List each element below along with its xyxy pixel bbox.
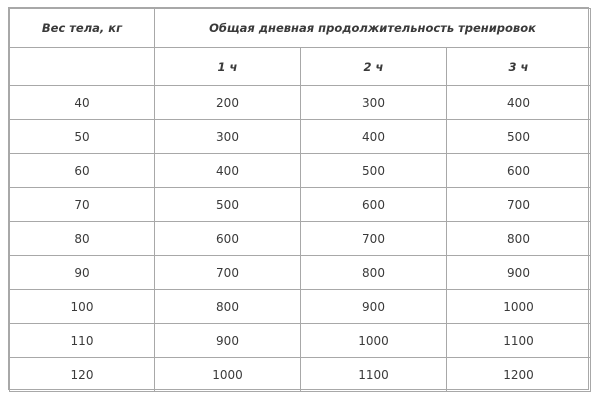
weight-cell: 70 bbox=[10, 188, 155, 222]
value-cell: 1000 bbox=[301, 324, 447, 358]
value-cell: 500 bbox=[447, 120, 591, 154]
value-cell: 1200 bbox=[447, 358, 591, 392]
table-row bbox=[10, 222, 591, 256]
value-cell: 600 bbox=[155, 222, 301, 256]
table-container bbox=[8, 7, 589, 390]
value-cell: 900 bbox=[447, 256, 591, 290]
duration-column-3h: 3 ч bbox=[447, 48, 591, 86]
value-cell: 400 bbox=[447, 86, 591, 120]
value-cell: 800 bbox=[301, 256, 447, 290]
empty-header-cell bbox=[10, 48, 155, 86]
training-table bbox=[9, 8, 591, 392]
value-cell: 800 bbox=[447, 222, 591, 256]
value-cell: 300 bbox=[301, 86, 447, 120]
table-row bbox=[10, 256, 591, 290]
value-cell: 600 bbox=[301, 188, 447, 222]
duration-column-1h: 1 ч bbox=[155, 48, 301, 86]
value-cell: 800 bbox=[155, 290, 301, 324]
value-cell: 600 bbox=[447, 154, 591, 188]
weight-cell: 40 bbox=[10, 86, 155, 120]
value-cell: 700 bbox=[447, 188, 591, 222]
duration-header: Общая дневная продолжительность тренировок bbox=[155, 9, 591, 48]
table-row bbox=[10, 358, 591, 392]
value-cell: 900 bbox=[155, 324, 301, 358]
table-row bbox=[10, 86, 591, 120]
value-cell: 1000 bbox=[447, 290, 591, 324]
value-cell: 900 bbox=[301, 290, 447, 324]
value-cell: 1100 bbox=[447, 324, 591, 358]
value-cell: 500 bbox=[155, 188, 301, 222]
table-row bbox=[10, 120, 591, 154]
weight-cell: 100 bbox=[10, 290, 155, 324]
value-cell: 700 bbox=[301, 222, 447, 256]
table-row bbox=[10, 290, 591, 324]
value-cell: 400 bbox=[301, 120, 447, 154]
weight-cell: 110 bbox=[10, 324, 155, 358]
value-cell: 500 bbox=[301, 154, 447, 188]
duration-column-2h: 2 ч bbox=[301, 48, 447, 86]
value-cell: 300 bbox=[155, 120, 301, 154]
weight-cell: 90 bbox=[10, 256, 155, 290]
value-cell: 700 bbox=[155, 256, 301, 290]
weight-cell: 80 bbox=[10, 222, 155, 256]
weight-cell: 60 bbox=[10, 154, 155, 188]
value-cell: 200 bbox=[155, 86, 301, 120]
table-row bbox=[10, 188, 591, 222]
header-row-main bbox=[10, 9, 591, 48]
weight-header: Вес тела, кг bbox=[10, 9, 155, 48]
weight-cell: 50 bbox=[10, 120, 155, 154]
header-row-durations bbox=[10, 48, 591, 86]
value-cell: 1000 bbox=[155, 358, 301, 392]
weight-cell: 120 bbox=[10, 358, 155, 392]
table-row bbox=[10, 324, 591, 358]
value-cell: 400 bbox=[155, 154, 301, 188]
table-row bbox=[10, 154, 591, 188]
value-cell: 1100 bbox=[301, 358, 447, 392]
